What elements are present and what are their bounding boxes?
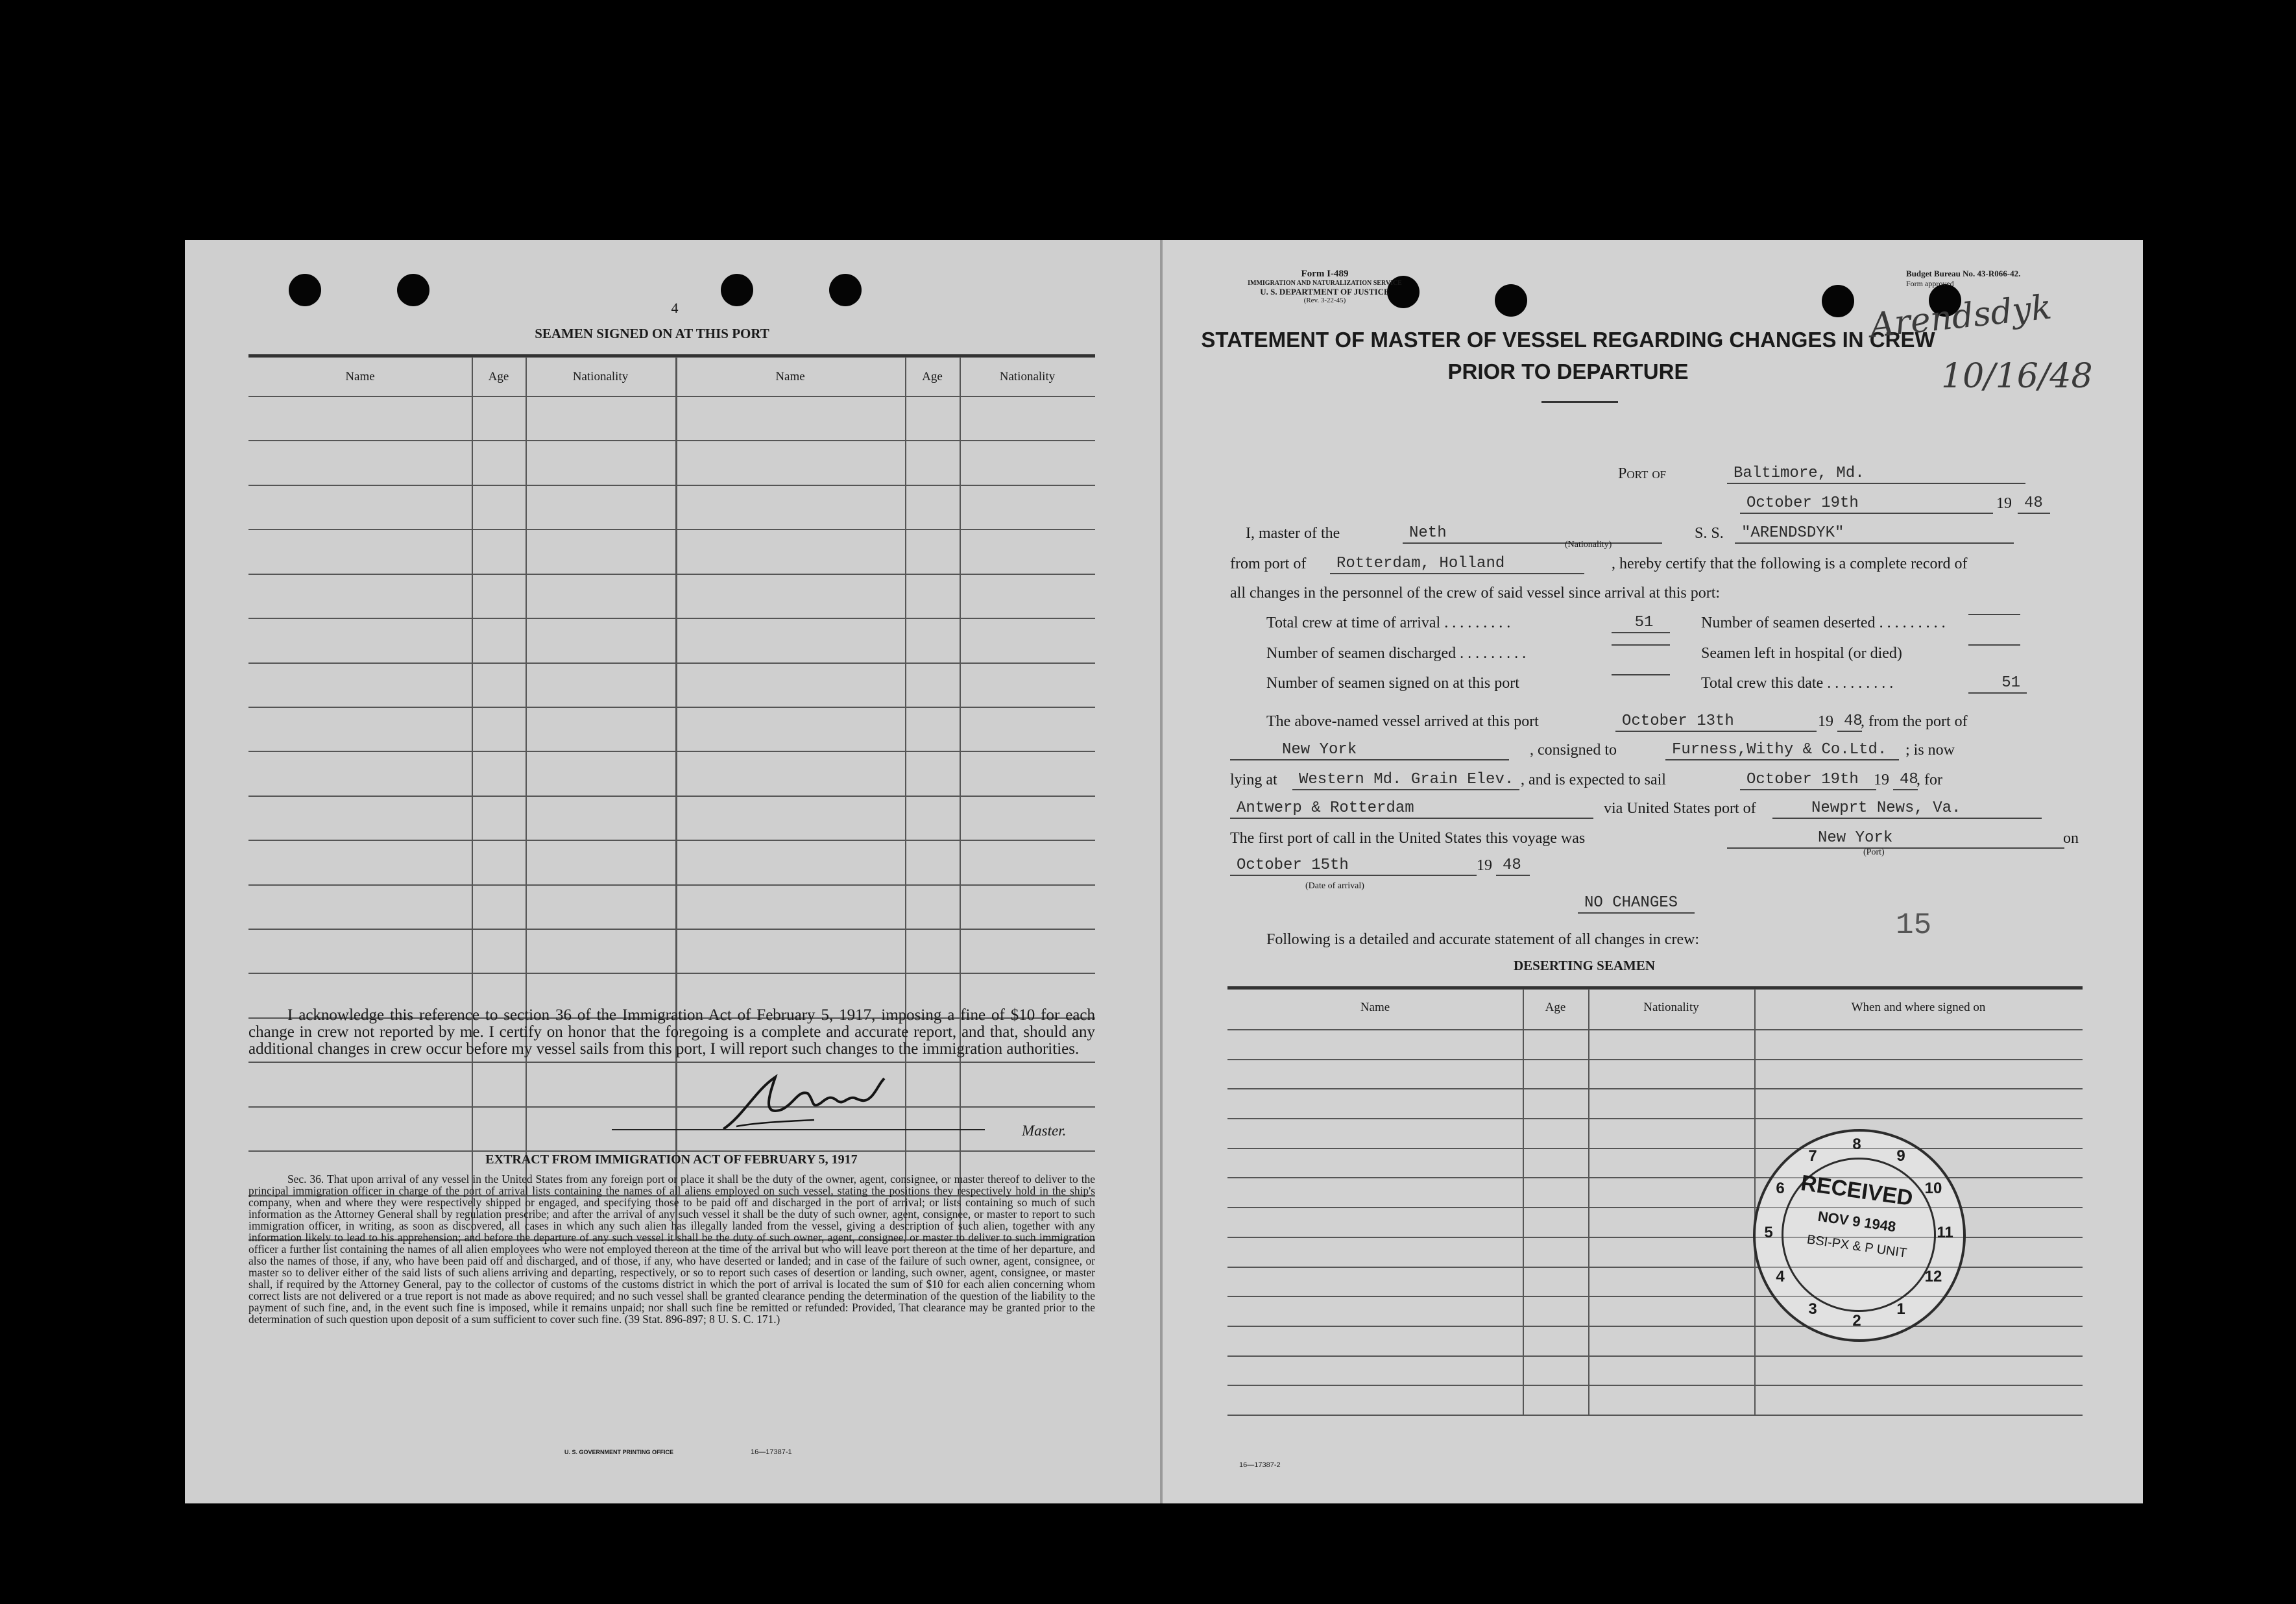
stamp-ring-number: 1 bbox=[1896, 1300, 1905, 1318]
table-row bbox=[1227, 1088, 2083, 1089]
form-title-line-1: STATEMENT OF MASTER OF VESSEL REGARDING CHANGES IN CREW bbox=[1201, 328, 1935, 352]
received-stamp bbox=[1753, 1129, 1966, 1342]
table-row bbox=[248, 707, 1095, 708]
punch-hole bbox=[289, 274, 321, 306]
col-header-age: Age bbox=[922, 370, 943, 383]
table-row bbox=[1227, 1415, 2083, 1416]
punch-hole bbox=[1495, 284, 1527, 317]
signed-on-field bbox=[1612, 674, 1670, 675]
destination-field: Antwerp & Rotterdam bbox=[1230, 799, 1593, 819]
port-caption: (Port) bbox=[1863, 847, 1885, 857]
table-row bbox=[1227, 1148, 2083, 1149]
first-port-field: New York bbox=[1727, 829, 2064, 849]
handwritten-date: 10/16/48 bbox=[1941, 357, 2093, 396]
statement-text: Following is a detailed and accurate statement of all changes in crew: bbox=[1266, 931, 1700, 948]
total-crew-date-field: 51 bbox=[1968, 674, 2027, 694]
signed-on-label: Number of seamen signed on at this port bbox=[1266, 675, 1519, 692]
stamp-ring-number: 7 bbox=[1808, 1147, 1817, 1165]
punch-hole bbox=[1822, 285, 1854, 317]
printer-imprint: U. S. GOVERNMENT PRINTING OFFICE bbox=[564, 1449, 674, 1455]
column-divider bbox=[905, 357, 906, 1241]
handwritten-count: 15 bbox=[1896, 908, 1932, 942]
stamp-ring-number: 8 bbox=[1852, 1136, 1861, 1153]
total-crew-date-label: Total crew this date . . . bbox=[1701, 674, 1893, 692]
table-row bbox=[248, 1106, 1095, 1108]
print-code: 16—17387-1 bbox=[751, 1448, 792, 1456]
consignee-field: Furness,Withy & Co.Ltd. bbox=[1665, 741, 1899, 760]
form-approved: Form approved bbox=[1906, 279, 1954, 288]
col-header-nationality: Nationality bbox=[1643, 1001, 1699, 1014]
form-number: Form I-489 bbox=[1301, 269, 1349, 279]
table-row bbox=[248, 751, 1095, 752]
column-divider bbox=[1523, 989, 1524, 1415]
ship-name-field: "ARENDSDYK" bbox=[1735, 524, 2014, 544]
table-row bbox=[248, 662, 1095, 664]
table-row bbox=[1227, 1326, 2083, 1327]
col-header-nationality: Nationality bbox=[999, 370, 1056, 383]
extract-title: EXTRACT FROM IMMIGRATION ACT OF FEBRUARY 5, 1917 bbox=[485, 1152, 858, 1167]
col-header-age: Age bbox=[1545, 1001, 1566, 1014]
table-row bbox=[248, 440, 1095, 441]
lying-at-field: Western Md. Grain Elev. bbox=[1292, 771, 1519, 790]
agency-line-2: U. S. DEPARTMENT OF JUSTICE bbox=[1260, 287, 1390, 297]
table-row bbox=[248, 1150, 1095, 1152]
acknowledgment-text: I acknowledge this reference to section 36 of the Immigration Act of February 5, 1917, imposing a fine of $10 for each change in crew not reported by me. I certify on honor that the foregoing is a complete and accurate report, and that, should any additional changes in crew occur before my vessel sails from this port, I will report such changes to the immigration authorities. bbox=[248, 1006, 1095, 1058]
right-page: Form I-489 IMMIGRATION AND NATURALIZATION SERVICE U. S. DEPARTMENT OF JUSTICE (Rev. 3-22-45) Budget Bureau No. 43-R066-42. Form approved STATEMENT OF MASTER OF VESSEL REGARDING CHANGES IN CREW PRIOR TO DEPARTURE Arendsdyk 10/16/48 Port of Baltimore, Md. October 19th 19 48 I, master of the Neth (Nationality) S. S. "ARENDSDYK" from port of Rotterdam, Holland , hereby certify that the following is a complete record of all changes in the personnel of the crew of said vessel since arrival at this port: Total crew at time of arrival . . . 51 Number of seamen deserted . . . Number of seamen discharged . . . Seamen left in hospital (or died) Number of seamen signed on at this port Total crew this date . . . 51 The above-named vessel arrived at this port October 13th 19 48 , from the port of New York , consigned to Furness,Withy & Co.Ltd. ; is now lying at Western Md. Grain Elev. , and is expected to sail October 19th 19 48 , for Antwerp & Rotterdam via United States port of Newprt News, Va. The first port of call in the United States this voyage was New York (Port) on October 15th (Date of arrival) 19 48 NO CHANGES Following is a detailed and accurate statement of all changes in crew: 15 DESERTING SEAMEN Name Age Nationality When and where signed on 9 10 11 12 1 2 3 4 5 6 7 8 RECEIVED NOV 9 1948 BSI-PX & P UNIT 16—17387-2 bbox=[1163, 240, 2143, 1503]
table-row bbox=[248, 929, 1095, 930]
total-crew-arrival-label: Total crew at time of arrival . . . bbox=[1266, 614, 1510, 632]
table-row bbox=[248, 529, 1095, 530]
section-title: SEAMEN SIGNED ON AT THIS PORT bbox=[535, 326, 769, 341]
table-row bbox=[1227, 1355, 2083, 1357]
for-text: , for bbox=[1916, 772, 1942, 788]
port-field: Baltimore, Md. bbox=[1727, 465, 2025, 484]
via-port-field: Newprt News, Va. bbox=[1772, 799, 2042, 819]
master-label: Master. bbox=[1022, 1123, 1067, 1139]
table-row bbox=[1227, 1296, 2083, 1297]
seamen-deserted-field bbox=[1968, 614, 2020, 615]
stamp-ring-number: 2 bbox=[1852, 1312, 1861, 1330]
form-revision: (Rev. 3-22-45) bbox=[1303, 297, 1346, 304]
arrived-date-field: October 13th bbox=[1615, 712, 1817, 732]
table-row bbox=[248, 618, 1095, 619]
total-crew-arrival-field: 51 bbox=[1612, 614, 1670, 633]
table-row bbox=[248, 1062, 1095, 1063]
left-in-hospital-field bbox=[1968, 644, 2020, 646]
title-underline bbox=[1541, 401, 1618, 403]
table-row bbox=[248, 884, 1095, 886]
port-label: Port of bbox=[1618, 465, 1667, 482]
column-divider bbox=[960, 357, 961, 1241]
punch-hole bbox=[721, 274, 753, 306]
stamp-unit: BSI-PX & P UNIT bbox=[1806, 1232, 1908, 1261]
punch-hole bbox=[829, 274, 862, 306]
table-row bbox=[1227, 1177, 2083, 1178]
deserting-header-rule bbox=[1227, 1029, 2083, 1030]
column-divider bbox=[472, 357, 473, 1241]
seamen-discharged-field bbox=[1612, 644, 1670, 646]
year-field: 48 bbox=[2018, 494, 2050, 514]
budget-bureau-number: Budget Bureau No. 43-R066-42. bbox=[1906, 269, 2021, 278]
arrived-text: The above-named vessel arrived at this port bbox=[1266, 713, 1539, 730]
from-port-field: Rotterdam, Holland bbox=[1330, 555, 1584, 574]
form-title-line-2: PRIOR TO DEPARTURE bbox=[1447, 359, 1689, 383]
seamen-deserted-label: Number of seamen deserted . . . bbox=[1701, 614, 1946, 632]
left-page bbox=[185, 240, 1163, 1503]
from-port-of-text: , from the port of bbox=[1861, 713, 1968, 730]
table-row bbox=[1227, 1059, 2083, 1060]
nationality-field: Neth bbox=[1403, 524, 1662, 544]
certify-text: , hereby certify that the following is a complete record of bbox=[1612, 555, 1968, 572]
table-header-rule bbox=[248, 396, 1095, 397]
page-number: 4 bbox=[671, 300, 679, 316]
stamp-ring-number: 6 bbox=[1776, 1180, 1785, 1197]
sail-year-field: 48 bbox=[1893, 771, 1918, 790]
stamp-ring-number: 5 bbox=[1764, 1224, 1773, 1241]
master-of-label: I, master of the bbox=[1246, 525, 1340, 542]
on-text: on bbox=[2063, 830, 2079, 847]
col-header-name: Name bbox=[345, 370, 375, 383]
seamen-discharged-label: Number of seamen discharged . . . bbox=[1266, 644, 1526, 662]
first-port-text: The first port of call in the United States this voyage was bbox=[1230, 830, 1586, 847]
signature-line bbox=[612, 1129, 985, 1130]
nationality-caption: (Nationality) bbox=[1565, 540, 1612, 550]
date-arrival-caption: (Date of arrival) bbox=[1305, 881, 1364, 891]
table-row bbox=[1227, 1118, 2083, 1119]
agency-line-1: IMMIGRATION AND NATURALIZATION SERVICE bbox=[1248, 280, 1402, 287]
from-port-label: from port of bbox=[1230, 555, 1307, 572]
stamp-ring-number: 3 bbox=[1808, 1300, 1817, 1318]
table-row bbox=[1227, 1385, 2083, 1386]
date-field: October 19th bbox=[1740, 494, 1993, 514]
col-header-name: Name bbox=[1360, 1001, 1390, 1014]
col-header-when-where: When and where signed on bbox=[1851, 1001, 1986, 1014]
first-port-date-field: October 15th bbox=[1230, 857, 1477, 876]
print-code: 16—17387-2 bbox=[1239, 1461, 1281, 1469]
sail-date-field: October 19th bbox=[1740, 771, 1876, 790]
stamp-date: NOV 9 1948 bbox=[1817, 1208, 1897, 1235]
master-signature bbox=[717, 1064, 899, 1136]
column-divider bbox=[675, 357, 677, 1241]
lying-at-text: lying at bbox=[1230, 772, 1277, 788]
stamp-ring-number: 11 bbox=[1937, 1224, 1953, 1241]
col-header-name: Name bbox=[775, 370, 805, 383]
left-in-hospital-label: Seamen left in hospital (or died) bbox=[1701, 645, 1902, 662]
col-header-age: Age bbox=[488, 370, 509, 383]
year-prefix: 19 bbox=[1996, 495, 2012, 512]
consigned-text: , consigned to bbox=[1530, 742, 1617, 759]
first-port-year-field: 48 bbox=[1496, 857, 1530, 876]
is-now-text: ; is now bbox=[1905, 742, 1955, 759]
handwritten-ship-name: Arendsdyk bbox=[1868, 287, 2054, 346]
via-text: via United States port of bbox=[1604, 800, 1756, 817]
table-top-rule bbox=[248, 354, 1095, 358]
table-row bbox=[248, 574, 1095, 575]
punch-hole bbox=[397, 274, 429, 306]
table-row bbox=[248, 840, 1095, 841]
changes-text: all changes in the personnel of the crew of said vessel since arrival at this port: bbox=[1230, 585, 1721, 602]
col-header-nationality: Nationality bbox=[572, 370, 629, 383]
arrived-year-field: 48 bbox=[1837, 712, 1862, 732]
column-divider bbox=[1588, 989, 1589, 1415]
ss-label: S. S. bbox=[1695, 525, 1724, 542]
deserting-table-top-rule bbox=[1227, 986, 2083, 990]
table-row bbox=[248, 973, 1095, 974]
no-changes-field: NO CHANGES bbox=[1578, 894, 1695, 914]
stamp-ring-number: 12 bbox=[1924, 1268, 1942, 1285]
stamp-ring-number: 10 bbox=[1924, 1180, 1942, 1197]
expected-sail-text: , and is expected to sail bbox=[1521, 772, 1666, 788]
table-row bbox=[248, 485, 1095, 486]
stamp-ring-number: 9 bbox=[1896, 1147, 1905, 1165]
deserting-title: DESERTING SEAMEN bbox=[1513, 958, 1656, 973]
table-row bbox=[248, 796, 1095, 797]
column-divider bbox=[1754, 989, 1756, 1415]
column-divider bbox=[526, 357, 527, 1241]
stamp-ring-number: 4 bbox=[1776, 1268, 1785, 1285]
extract-text: Sec. 36. That upon arrival of any vessel in the United States from any foreign port or place it shall be the duty of the owner, agent, consignee, or master thereof to deliver to the principal immigration officer in charge of the port of arrival lists containing the names of all aliens employed on such vessel, stating the positions they respectively hold in the ship's company, when and where they were respectively shipped or engaged, and specifying those to be paid off and discharged in the port of arrival; or lists containing so much of such information as the Attorney General shall by regulation prescribe; and after the arrival of any such vessel it shall be the duty of such owner, agent, consignee, or master to report to such immigration officer, in writing, as soon as discovered, all cases in which any such alien has illegally landed from the vessel, giving a description of such alien, together with any information likely to lead to his apprehension; and before the departure of any such vessel it shall be the duty of such owner, agent, consignee, or master to deliver to such immigration officer a further list containing the names of all alien employees who were not employed thereon at the time of the arrival but who will leave port thereon at the time of her departure, and also the names of those, if any, who have been paid off and discharged, and of those, if any, who have deserted or landed; and in case of the failure of such owner, agent, consignee, or master so to deliver either of the said lists of such aliens arriving and departing, respectively, or so to report such cases of desertion or landing, such owner, agent, consignee, or master shall, if required by the Attorney General, pay to the collector of customs of the customs district in which the port of arrival is located the sum of $10 for each alien concerning whom correct lists are not delivered or a true report is not made as above required; and no such vessel shall be granted clearance pending the determination of the question of the liability to the payment of such fine, and, in the event such fine is imposed, while it remains unpaid; nor shall such fine be remitted or refunded: Provided, That clearance may be granted prior to the determination of such question upon deposit of a sum sufficient to cover such fine. (39 Stat. 896-897; 8 U. S. C. 171.) bbox=[248, 1173, 1095, 1326]
stamp-received-text: RECEIVED bbox=[1799, 1171, 1915, 1211]
previous-port-field: New York bbox=[1230, 741, 1509, 760]
